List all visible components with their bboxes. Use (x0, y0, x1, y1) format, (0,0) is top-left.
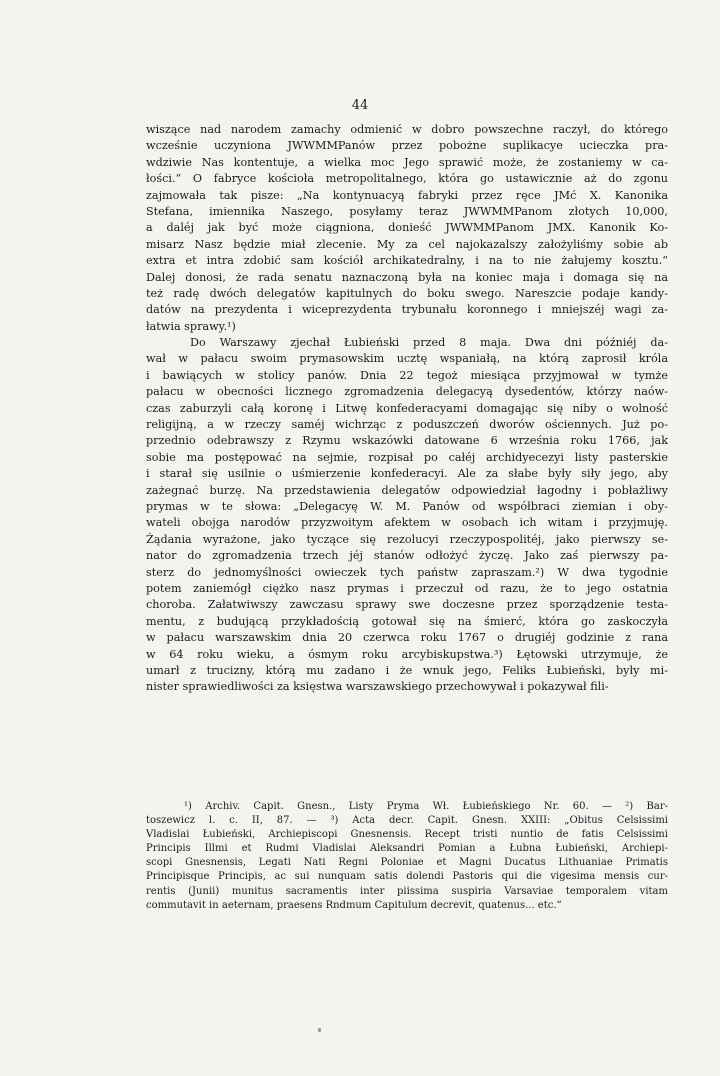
body-line: mentu, z budującą przykładością gotował się na śmierć, która go zaskoczyła (146, 614, 668, 628)
body-text (146, 122, 668, 696)
page-number: 44 (351, 98, 369, 113)
body-line: w pałacu warszawskim dnia 20 czerwca roku 1767 o drugiéj godzinie z rana (146, 631, 668, 645)
body-line: w 64 roku wieku, a ósmym roku arcybiskupstwa.³) Łętowski utrzymuje, że (146, 647, 668, 661)
body-line: a daléj jak być może ciągniona, donieść JWWMMPanom JMX. Kanonik Ko- (146, 221, 668, 235)
body-line: Stefana, imiennika Naszego, posyłamy teraz JWWMMPanom złotych 10,000, (146, 204, 668, 218)
body-line: przednio odebrawszy z Rzymu wskazówki datowane 6 września roku 1766, jak (146, 434, 668, 448)
body-line: wiszące nad narodem zamachy odmienić w dobro powszechne raczył, do którego (146, 123, 668, 136)
body-line: łatwia sprawy.¹) (146, 319, 236, 333)
body-line: wateli obojga narodów przyzwoitym afektem w osobach ich witam i przyjmuję. (146, 516, 668, 530)
body-line: i bawiących w stolicy panów. Dnia 22 tegoż miesiąca przyjmował w tymże (146, 368, 668, 382)
body-line: wdziwie Nas kontentuje, a wielka moc Jego sprawić może, że zostaniemy w ca- (146, 155, 668, 169)
body-line: i starał się usilnie o uśmierzenie konfederacyi. Ale za słabe były siły jego, aby (146, 467, 668, 481)
body-line: religijną, a w rzeczy saméj wichrząc z poduszczeń dworów ościennych. Już po- (146, 418, 668, 432)
footnote-line: commutavit in aeternam, praesens Rndmum Capitulum decrevit, quatenus... etc.“ (146, 899, 562, 911)
footnote-line: Vladislai Łubieński, Archiepiscopi Gnesnensis. Recept tristi nuntio de fatis Celsissimi (146, 829, 668, 841)
body-line: zajmowała tak pisze: „Na kontynuacyą fabryki przez ręce JMć X. Kanonika (146, 188, 668, 202)
body-line: też radę dwóch delegatów kapitulnych do boku swego. Nareszcie podaje kandy- (146, 286, 668, 300)
footnote-line: Principisque Principis, ac sui nunquam satis dolendi Pastoris qui die vigesima mensis cur- (146, 871, 668, 883)
body-line: nister sprawiedliwości za księstwa warszawskiego przechowywał i pokazywał fili- (146, 680, 609, 694)
body-line: Dalej donosi, że rada senatu naznaczoną była na koniec maja i domaga się na (146, 270, 668, 284)
body-line: wcześnie uczyniona JWWMMPanów przez pobożne suplikacye ucieczka pra- (146, 139, 668, 153)
body-line: nator do zgromadzenia trzech jéj stanów odłożyć życzę. Jako zaś pierwszy pa- (146, 549, 668, 563)
footnote-line: toszewicz l. c. II, 87. — ³) Acta decr. Capit. Gnesn. XXIII: „Obitus Celsissimi (146, 815, 668, 827)
body-line: potem zaniemógł ciężko nasz prymas i przeczuł od razu, że to jego ostatnia (146, 581, 668, 595)
body-line: choroba. Załatwiwszy zawczasu sprawy swe doczesne przez sporządzenie testa- (146, 598, 668, 612)
body-line: extra et intra zdobić sam kościół archikatedralny, i na to nie żałujemy kosztu.“ (146, 254, 668, 268)
body-line: Żądania wyrażone, jako tyczące się rezolucyi rzeczypospolitéj, jako pierwszy se- (146, 532, 668, 546)
body-line: pałacu w obecności licznego zgromadzenia delegacyą dysedentów, którzy naów- (146, 385, 668, 399)
footnote-line: Principis Illmi et Rudmi Vladislai Aleksandri Pomian a Łubna Łubieński, Archiepi- (146, 843, 668, 855)
footnote-line: rentis (Junii) munitus sacramentis inter piissima suspiria Varsaviae temporalem vitam (146, 885, 668, 897)
footnote-line: scopi Gnesnensis, Legati Nati Regni Poloniae et Magni Ducatus Lithuaniae Primatis (146, 857, 668, 869)
body-line: Do Warszawy zjechał Łubieński przed 8 maja. Dwa dni późniéj da- (190, 336, 668, 350)
body-line: sterz do jednomyślności owieczek tych państw zapraszam.²) W dwa tygodnie (146, 565, 668, 579)
body-line: prymas w te słowa: „Delegacyę W. M. Panów od współbraci ziemian i oby- (146, 499, 668, 513)
body-line: sobie ma postępować na sejmie, rozpisał po całéj archidyecezyi listy pasterskie (146, 450, 668, 464)
body-line: umarł z trucizny, którą mu zadano i że wnuk jego, Feliks Łubieński, były mi- (146, 663, 668, 677)
body-line: datów na prezydenta i wiceprezydenta trybunału koronnego i mniejszéj wagi za- (146, 303, 668, 317)
scan-speck (318, 1028, 321, 1032)
body-line: czas zaburzyli całą koronę i Litwę konfederacyami domagając się niby o wolność (146, 401, 668, 415)
footnote-line: ¹) Archiv. Capit. Gnesn., Listy Pryma Wł. Łubieńskiego Nr. 60. — ²) Bar- (184, 801, 668, 812)
body-line: wał w pałacu swoim prymasowskim ucztę wspaniałą, na którą zaprosił króla (146, 352, 668, 366)
footnotes (146, 800, 668, 913)
body-line: zażegnać burzę. Na przedstawienia delegatów odpowiedział łagodny i pobłażliwy (146, 483, 668, 497)
body-line: misarz Nasz będzie miał zlecenie. My za cel najokazalszy założyliśmy sobie ab (146, 237, 668, 251)
body-line: łości.“ O fabryce kościoła metropolitalnego, która go ustawicznie aż do zgonu (146, 172, 668, 186)
